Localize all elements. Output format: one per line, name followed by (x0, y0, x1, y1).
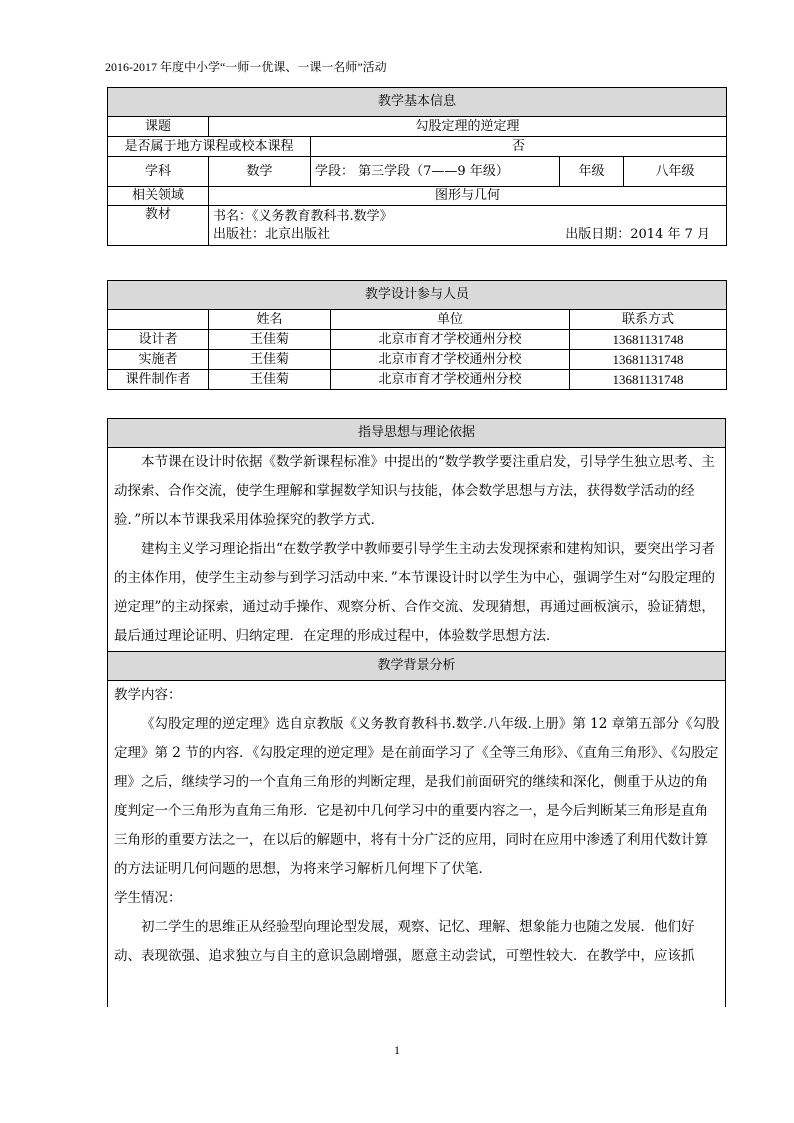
background-body (108, 681, 726, 1008)
subject-label: 学科 (108, 157, 209, 187)
contact-cell: 13681131748 (570, 370, 727, 390)
table-row (108, 330, 727, 350)
publisher: 出版社：北京出版社 (213, 226, 331, 242)
content-label: 教学内容： (114, 687, 182, 703)
participants-heading: 教学设计参与人员 (108, 281, 727, 310)
page-number: 1 (394, 1043, 400, 1057)
local-course-value: 否 (311, 137, 727, 157)
students-paragraph: 初二学生的思维正从经验型向理论型发展，观察、记忆、理解、想象能力也随之发展．他们好动、表现欲强、追求独立与自主的意识急剧增强，愿意主动尝试，可塑性较大．在教学中，应该抓 (114, 919, 695, 964)
basic-info-heading: 教学基本信息 (108, 88, 727, 117)
background-heading: 教学背景分析 (108, 652, 726, 681)
name-cell: 王佳菊 (209, 370, 331, 390)
col-name-header: 姓名 (209, 310, 331, 330)
unit-cell: 北京市育才学校通州分校 (331, 350, 570, 370)
name-cell: 王佳菊 (209, 350, 331, 370)
basic-info-table (107, 87, 727, 246)
students-label: 学生情况： (114, 890, 182, 906)
table-row (108, 370, 727, 390)
textbook-label: 教材 (108, 206, 209, 246)
contact-cell: 13681131748 (570, 330, 727, 350)
guidance-paragraph-2: 建构主义学习理论指出“在数学教学中教师要引导学生主动去发现探索和建构知识，要突出学习者的主体作用，使学生主动参与到学习活动中来．”本节课设计时以学生为中心，强调学生对“勾股定理的逆定理”的主动探索，通过动手操作、观察分析、合作交流、发现猜想，再通过画板演示，验证猜想，最后通过理论证明、归纳定理．在定理的形成过程中，体验数学思想方法． (114, 541, 716, 644)
name-cell: 王佳菊 (209, 330, 331, 350)
guidance-body (108, 448, 726, 652)
book-name: 书名：《义务教育教科书.数学》 (213, 208, 393, 224)
table-row (108, 350, 727, 370)
stage-label: 学段： (315, 163, 355, 179)
grade-label: 年级 (560, 157, 624, 187)
col-unit-header: 单位 (331, 310, 570, 330)
topic-label: 课题 (108, 117, 209, 137)
document-header: 2016-2017 年度中小学“一师一优课、一课一名师”活动 (105, 60, 387, 74)
guidance-heading: 指导思想与理论依据 (108, 419, 726, 448)
contact-cell: 13681131748 (570, 350, 727, 370)
role-cell: 实施者 (108, 350, 209, 370)
domain-label: 相关领域 (108, 187, 209, 206)
subject-value: 数学 (209, 157, 311, 187)
analysis-table (107, 418, 726, 1007)
grade-value: 八年级 (624, 157, 727, 187)
unit-cell: 北京市育才学校通州分校 (331, 370, 570, 390)
guidance-paragraph-1: 本节课在设计时依据《数学新课程标准》中提出的“数学教学要注重启发，引导学生独立思考、主动探索、合作交流，使学生理解和掌握数学知识与技能，体会数学思想与方法，获得数学活动的经验．”所以本节课我采用体验探究的教学方式． (114, 454, 715, 528)
participants-table (107, 280, 727, 390)
textbook-info (209, 206, 727, 246)
col-contact-header: 联系方式 (570, 310, 727, 330)
role-cell: 设计者 (108, 330, 209, 350)
unit-cell: 北京市育才学校通州分校 (331, 330, 570, 350)
role-cell: 课件制作者 (108, 370, 209, 390)
topic-value: 勾股定理的逆定理 (209, 117, 727, 137)
stage-cell (311, 157, 560, 187)
content-paragraph: 《勾股定理的逆定理》选自京教版《义务教育教科书.数学.八年级.上册》第 12 章第五部分《勾股定理》第 2 节的内容．《勾股定理的逆定理》是在前面学习了《全等三角形》、《直角三角形》、《勾股定理》之后，继续学习的一个直角三角形的判断定理，是我们前面研究的继续和深化，侧重于从边的角度判定一个三角形为直角三角形．它是初中几何学习中的重要内容之一，是今后判断某三角形是直角三角形的重要方法之一，在以后的解题中，将有十分广泛的应用，同时在应用中渗透了利用代数计算的方法证明几何问题的思想，为将来学习解析几何埋下了伏笔． (114, 716, 720, 877)
domain-value: 图形与几何 (209, 187, 727, 206)
publication-date: 出版日期：2014 年 7 月 (565, 226, 711, 242)
local-course-label: 是否属于地方课程或校本课程 (108, 137, 311, 157)
stage-value: 第三学段（7——9 年级） (358, 163, 509, 179)
